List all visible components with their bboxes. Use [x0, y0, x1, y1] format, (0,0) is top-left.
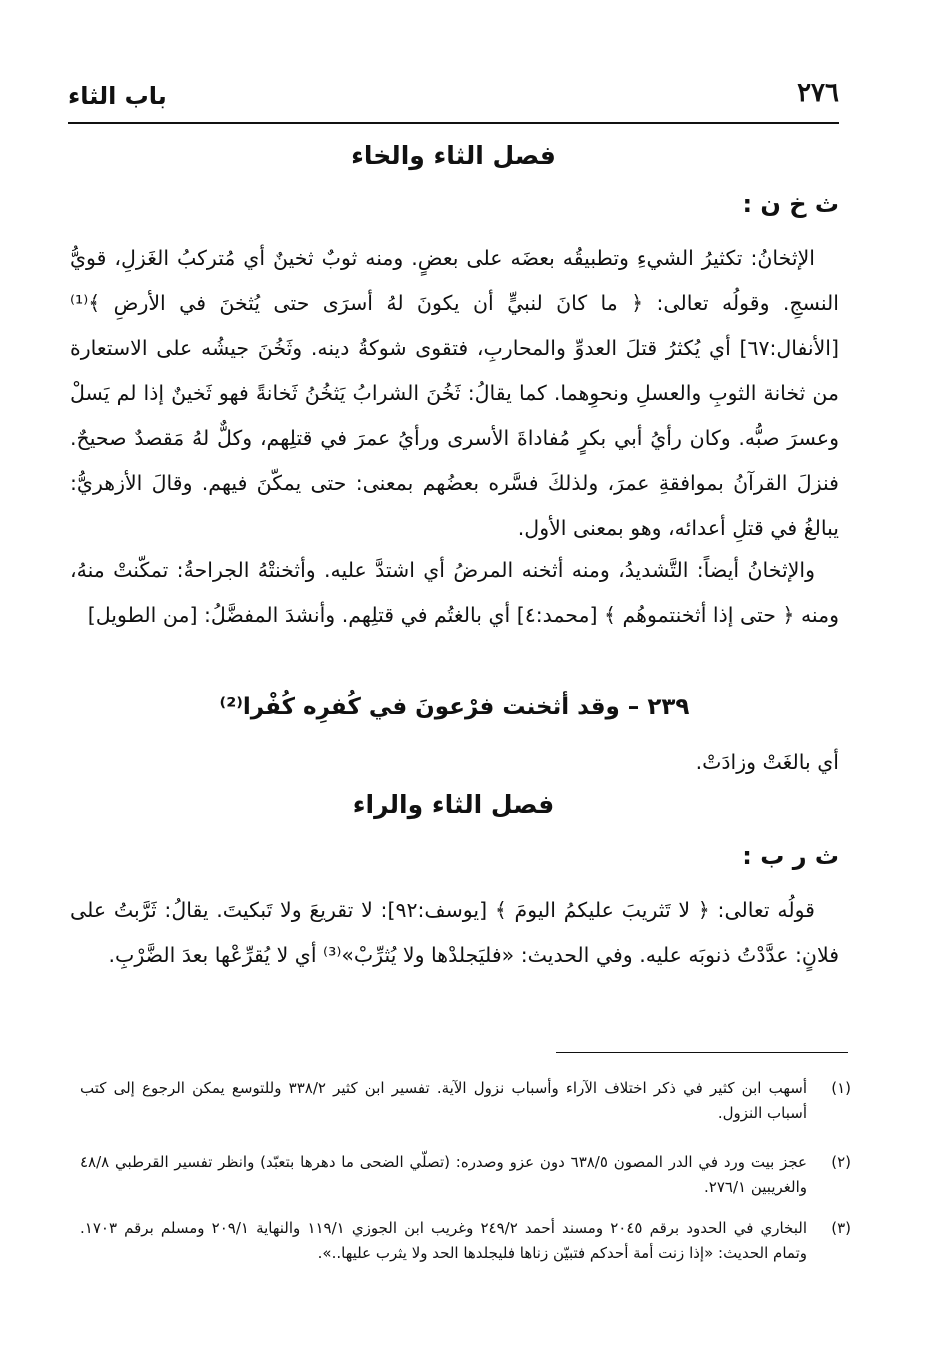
footnote	[80, 1076, 851, 1126]
footnote-separator	[556, 1052, 848, 1053]
footnote-number: (٢)	[831, 1153, 851, 1171]
body-paragraph: والإثخانُ أيضاً: التَّشديدُ، ومنه أثخنه المرضُ أي اشتدَّ عليه. وأثخنتْهُ الجراحةُ: تمكّنتْ منهُ، ومنه ﴿ حتى إذا أثخنتموهُم ﴾ [محمد:٤] أي بالغتُم في قتلِهم. وأنشدَ المفضَّلُ: [من الطويل]	[70, 558, 839, 627]
root-heading: ث ر ب :	[742, 842, 839, 870]
footnote-number: (٣)	[831, 1219, 851, 1237]
page-header	[68, 74, 839, 124]
footnote-number: (١)	[831, 1079, 851, 1097]
poetry-verse: ٢٣٩ – وقد أثخنت فرْعونَ في كُفرِه كُفْرا⁽²⁾	[219, 694, 690, 720]
section-title: فصل الثاء والراء	[352, 790, 555, 819]
footnote-text: البخاري في الحدود برقم ٢٠٤٥ ومسند أحمد ٢٤٩/٢ وغريب ابن الجوزي ١١٩/١ والنهاية ٢٠٩/١ ومسلم برقم ١٧٠٣. وتمام الحديث: «إذا زنت أمة أحدكم فتبيّن زناها فليجلدها الحد ولا يثرب عليها..».	[80, 1219, 808, 1262]
footnote	[80, 1150, 851, 1200]
root-heading: ث خ ن :	[742, 190, 839, 218]
footnote-text: أسهب ابن كثير في ذكر اختلاف الآراء وأسباب نزول الآية. تفسير ابن كثير ٣٣٨/٢ وللتوسع يمكن الرجوع إلى كتب أسباب النزول.	[80, 1079, 807, 1122]
body-paragraph: الإثخانُ: تكثيرُ الشيءِ وتطبيقُه بعضَه على بعضٍ. ومنه ثوبٌ ثخينٌ أي مُتركبُ الغَزلِ، قويُّ النسجِ. وقولُه تعالى: ﴿ ما كانَ لنبيٍّ أن يكونَ لهُ أسرَى حتى يُثخنَ في الأرضِ ﴾⁽¹⁾ [الأنفال:٦٧] أي يُكثرُ قتلَ العدوِّ والمحاربِ، فتقوى شوكةُ دينه. وثَخُنَ جيشُه على الاستعارة من ثخانة الثوبِ والعسلِ ونحوِهما. كما يقالُ: ثَخُنَ الشرابُ يَثخُنُ ثَخانةً فهو ثَخينٌ إذا لم يَسلْ وعسرَ صبُّه. وكان رأيُ أبي بكرٍ مُفاداةَ الأسرى ورأيُ عمرَ في قتلِهم، وكلٌّ لهُ مَقصدٌ صحيحٌ. فنزلَ القرآنُ بموافقةِ عمرَ، ولذلكَ فسَّره بعضُهم بمعنى: حتى يمكّنَ فيهم. وقالَ الأزهريُّ: يبالغُ في قتلِ أعدائه، وهو بمعنى الأول.	[70, 246, 839, 540]
footnote	[80, 1216, 851, 1266]
body-paragraph: قولُه تعالى: ﴿ لا تَثريبَ عليكمُ اليومَ ﴾ [يوسف:٩٢]: لا تقريعَ ولا تَبكيتَ. يقالُ: ثَرَّبتُ على فلانٍ: عدَّدْتُ ذنوبَه عليه. وفي الحديث: «فليَجلدْها ولا يُثرِّبْ»⁽³⁾ أي لا يُقرِّعْها بعدَ الضَّرْبِ.	[70, 898, 839, 967]
section-title: فصل الثاء والخاء	[351, 141, 556, 170]
footnote-text: عجز بيت ورد في الدر المصون ٦٣٨/٥ دون عزو وصدره: (تصلّي الضحى ما دهرها بتعبّد) وانظر تفسير القرطبي ٤٨/٨ والغريبين ٢٧٦/١.	[80, 1153, 807, 1196]
page-number: ٢٧٦	[797, 78, 839, 108]
verse-explanation: أي بالغَتْ وزادَتْ.	[695, 750, 839, 774]
running-head: باب الثاء	[68, 82, 167, 110]
